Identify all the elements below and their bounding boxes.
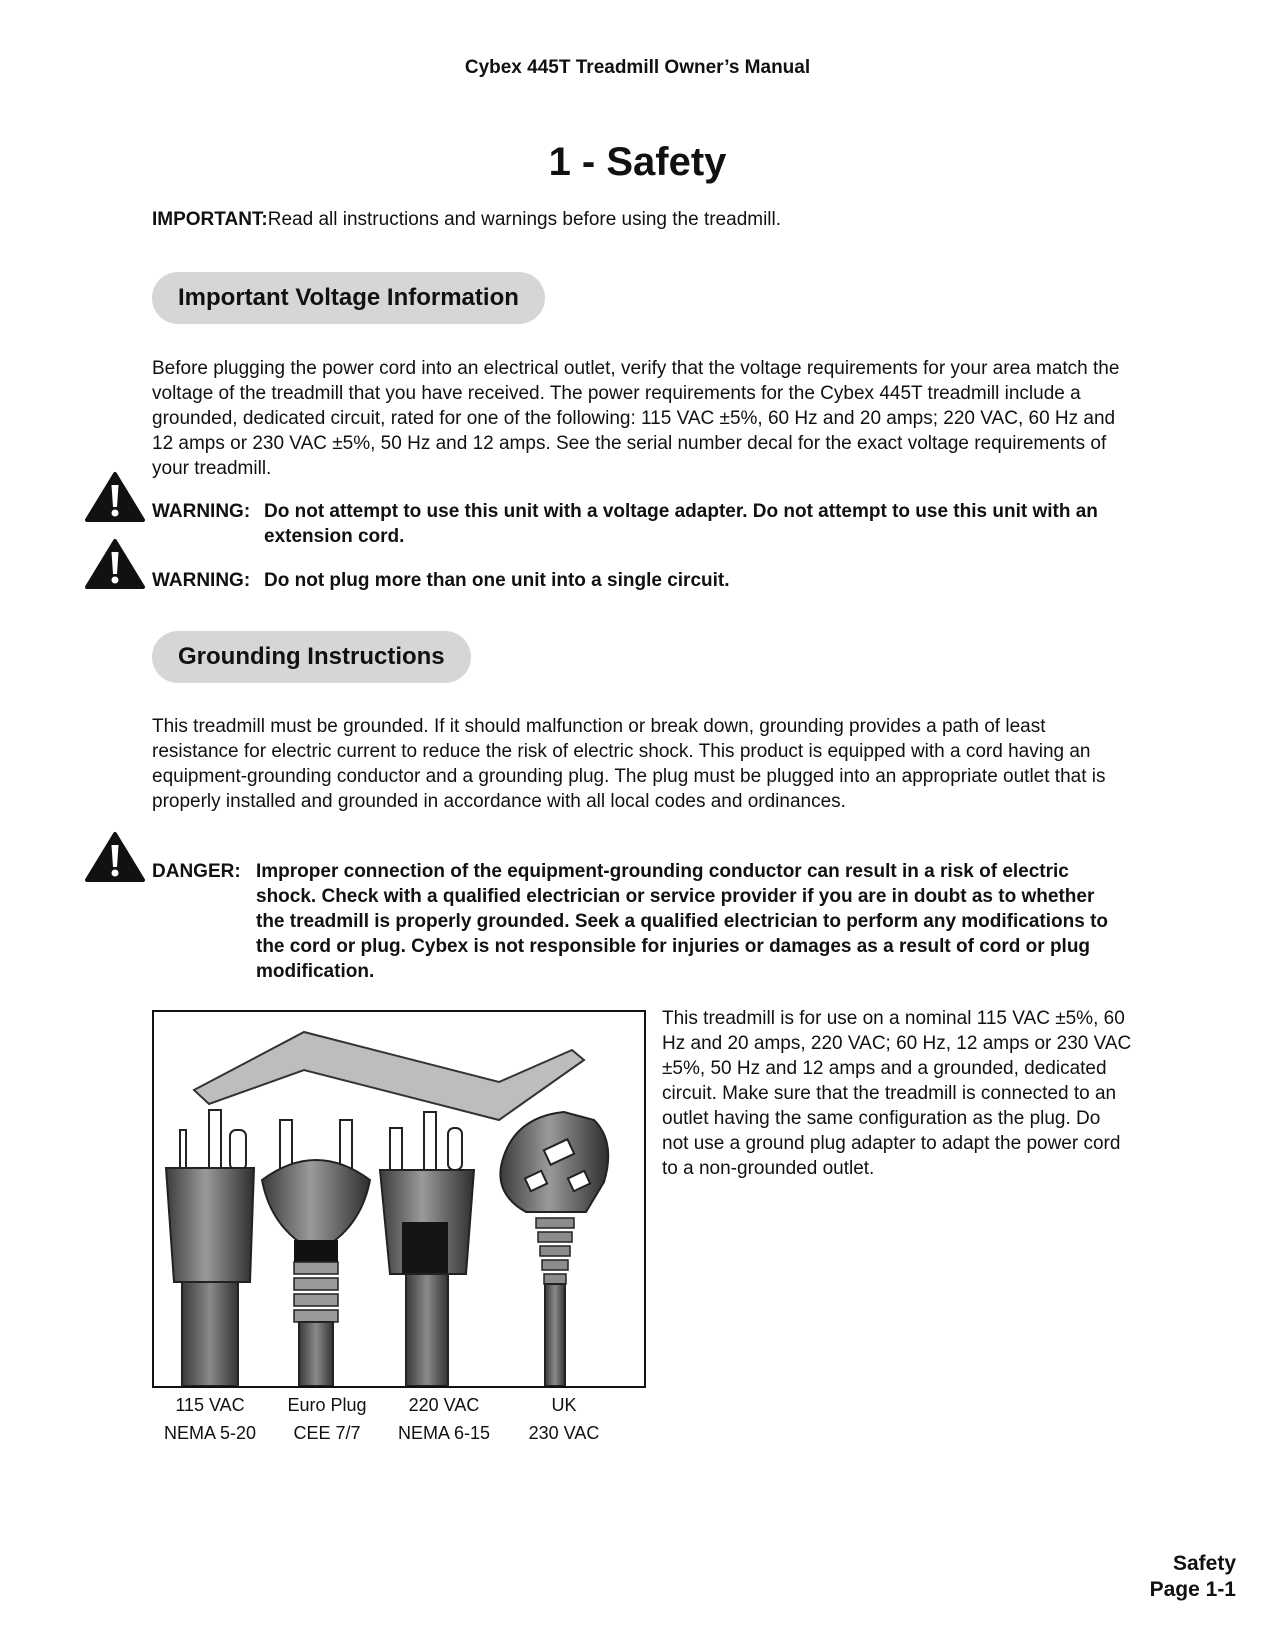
plug-caption-nema-5-20: [145, 1391, 275, 1447]
section-heading-grounding-text: Grounding Instructions: [178, 643, 445, 670]
chevron-graphic: [194, 1032, 584, 1120]
nema-6-15-plug-icon: [380, 1112, 474, 1386]
plug-caption-uk: [499, 1391, 629, 1447]
running-header: Cybex 445T Treadmill Owner’s Manual: [464, 57, 811, 78]
warning-single-circuit: [152, 568, 1127, 593]
warning-voltage-adapter: [152, 499, 1127, 549]
warning-label: WARNING:: [152, 570, 251, 591]
warning-icon: [84, 538, 146, 590]
uk-plug-icon: [500, 1112, 608, 1386]
footer-section: Safety: [1172, 1552, 1236, 1575]
plug-caption-nema-6-15: [379, 1391, 509, 1447]
footer-page-number: Page 1-1: [1149, 1578, 1236, 1601]
important-text: Read all instructions and warnings before using the treadmill.: [267, 209, 782, 230]
warning-label: WARNING:: [152, 501, 251, 522]
plug-usage-paragraph: This treadmill is for use on a nominal 115 VAC ±5%, 60 Hz and 20 amps, 220 VAC; 60 Hz, 12 amps or 230 VAC ±5%, 50 Hz and 12 amps and a grounded, dedicated circuit. Make sure that the treadmill is connected to an outlet having the same configuration as the plug. Do not use a ground plug adapter to adapt the power cord to a non-grounded outlet.: [662, 1008, 1132, 1179]
warning-text: Do not plug more than one unit into a single circuit.: [264, 570, 730, 591]
plug-caption-voltage: 220 VAC: [408, 1395, 480, 1415]
section-heading-voltage: [152, 272, 545, 324]
danger-text: Improper connection of the equipment-grounding conductor can result in a risk of electric shock. Check with a qualified electrician or service provider if you are in doubt as to whether the treadmill is properly grounded. Seek a qualified electrician to perform any modifications to the cord or plug. Cybex is not responsible for injuries or damages as a result of cord or plug modification.: [256, 861, 1109, 982]
plug-caption-standard: 230 VAC: [528, 1423, 600, 1443]
warning-icon: [84, 471, 146, 523]
grounding-paragraph: This treadmill must be grounded. If it should malfunction or break down, grounding provides a path of least resistance for electric current to reduce the risk of electric shock. This product is equipped with a cord having an equipment-grounding conductor and a grounding plug. The plug must be plugged into an appropriate outlet that is properly installed and grounded in accordance with all local codes and ordinances.: [152, 716, 1106, 812]
plug-caption-standard: CEE 7/7: [293, 1423, 361, 1443]
warning-text: Do not attempt to use this unit with a voltage adapter. Do not attempt to use this unit with an extension cord.: [264, 501, 1098, 547]
plug-illustration: [152, 1010, 646, 1388]
important-note: [152, 209, 781, 231]
danger-label: DANGER:: [152, 861, 241, 882]
plug-caption-standard: NEMA 5-20: [163, 1423, 257, 1443]
section-heading-voltage-text: Important Voltage Information: [178, 284, 519, 311]
plug-drawing: [154, 1012, 644, 1386]
danger-notice: [152, 859, 1127, 984]
section-heading-grounding: [152, 631, 471, 683]
page-footer: [1150, 1551, 1236, 1603]
danger-icon: [84, 831, 146, 883]
plug-caption-voltage: 115 VAC: [175, 1395, 245, 1415]
nema-5-20-plug-icon: [166, 1110, 254, 1386]
voltage-paragraph: Before plugging the power cord into an electrical outlet, verify that the voltage requirements for your area match the voltage of the treadmill that you have received. The power requirements for the Cybex 445T treadmill include a grounded, dedicated circuit, rated for one of the following: 115 VAC ±5%, 60 Hz and 20 amps; 220 VAC, 60 Hz and 12 amps or 230 VAC ±5%, 50 Hz and 12 amps. See the serial number decal for the exact voltage requirements of your treadmill.: [152, 358, 1120, 479]
plug-caption-standard: NEMA 6-15: [397, 1423, 491, 1443]
important-label: IMPORTANT:: [152, 209, 268, 230]
euro-plug-icon: [262, 1120, 370, 1386]
plug-caption-voltage: UK: [551, 1395, 577, 1415]
plug-caption-euro: [262, 1391, 392, 1447]
plug-caption-voltage: Euro Plug: [287, 1395, 367, 1415]
chapter-title: 1 - Safety: [548, 140, 727, 184]
